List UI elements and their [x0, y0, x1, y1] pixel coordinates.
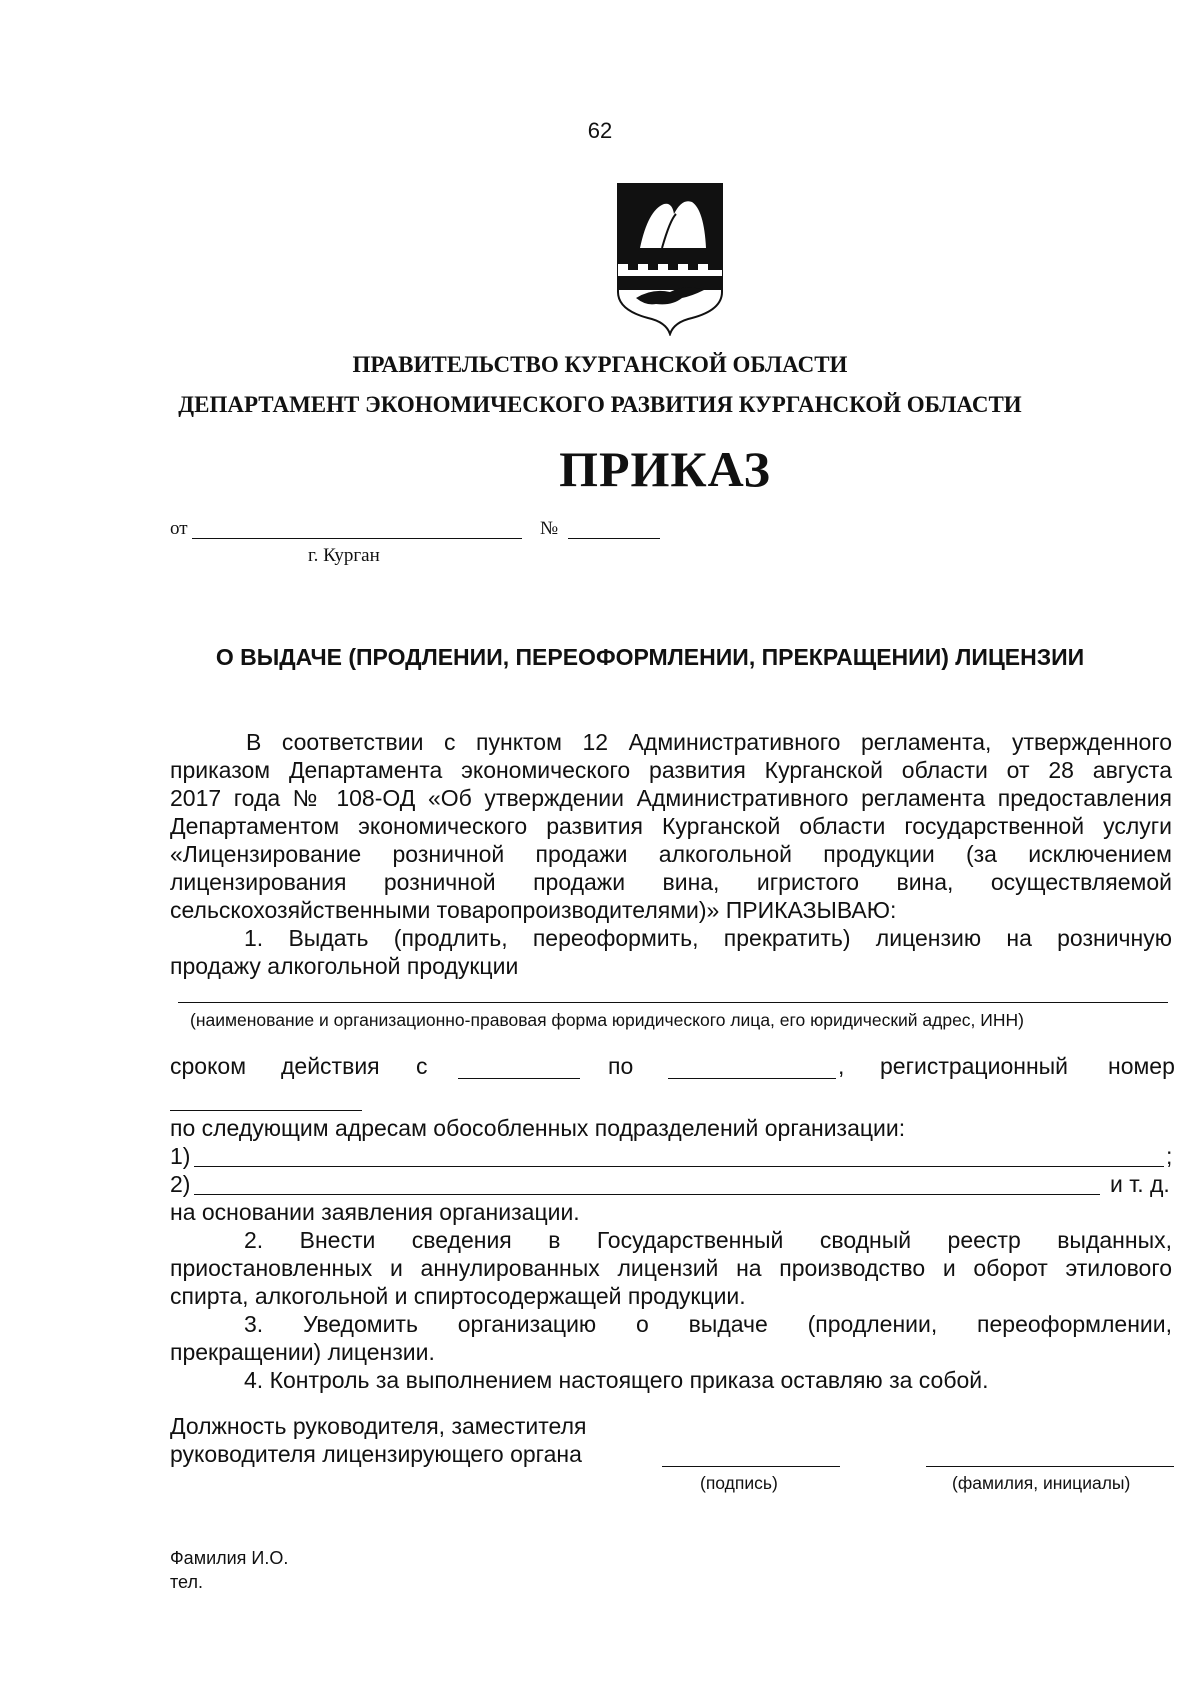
term-start-field[interactable]: [458, 1078, 580, 1079]
document-title: О ВЫДАЧЕ (ПРОДЛЕНИИ, ПЕРЕОФОРМЛЕНИИ, ПРЕКРАЩЕНИИ) ЛИЦЕНЗИИ: [215, 644, 1085, 670]
address-1-field[interactable]: [194, 1166, 1164, 1167]
coat-of-arms-icon: [612, 180, 728, 336]
organization-caption: (наименование и организационно-правовая форма юридического лица, его юридический адрес, ИНН): [190, 1010, 1024, 1030]
executor-phone: тел.: [170, 1572, 203, 1592]
address-2-field[interactable]: [194, 1194, 1100, 1195]
preamble-line: приказом Департамента экономического развития Курганской области от 28 августа: [170, 757, 1172, 783]
name-caption: (фамилия, инициалы): [952, 1473, 1131, 1493]
signature-caption: (подпись): [700, 1473, 778, 1493]
preamble-line: Департаментом экономического развития Курганской области государственной услуги: [170, 813, 1172, 839]
signature-field[interactable]: [662, 1466, 840, 1467]
term-end-field[interactable]: [668, 1078, 836, 1079]
name-field[interactable]: [926, 1466, 1174, 1467]
page-number: 62: [587, 118, 613, 143]
preamble-line: «Лицензирование розничной продажи алкогольной продукции (за исключением: [170, 841, 1172, 867]
term-word: по: [608, 1053, 634, 1079]
item-3-line: прекращении) лицензии.: [170, 1339, 435, 1365]
number-label: №: [540, 518, 559, 539]
city-label: г. Курган: [308, 545, 380, 566]
executor-name: Фамилия И.О.: [170, 1548, 289, 1568]
address-1-end: ;: [1166, 1143, 1173, 1169]
government-heading: ПРАВИТЕЛЬСТВО КУРГАНСКОЙ ОБЛАСТИ: [352, 352, 848, 377]
document-type-heading: ПРИКАЗ: [559, 441, 771, 497]
address-1-label: 1): [170, 1143, 191, 1169]
item-2-line: приостановленных и аннулированных лицензий на производство и оборот этилового: [170, 1255, 1172, 1281]
term-word: сроком: [170, 1053, 247, 1079]
number-field[interactable]: [568, 538, 660, 539]
preamble-line: 2017 года № 108-ОД «Об утверждении Административного регламента предоставления: [170, 785, 1172, 811]
addresses-label: по следующим адресам обособленных подразделений организации:: [170, 1115, 906, 1141]
date-field[interactable]: [192, 538, 522, 539]
basis-line: на основании заявления организации.: [170, 1199, 580, 1225]
item-3-line: 3. Уведомить организацию о выдаче (продлении, переоформлении,: [244, 1311, 1172, 1337]
department-heading: ДЕПАРТАМЕНТ ЭКОНОМИЧЕСКОГО РАЗВИТИЯ КУРГАНСКОЙ ОБЛАСТИ: [178, 392, 1022, 417]
term-word: с: [416, 1053, 428, 1079]
signatory-position: Должность руководителя, заместителя: [170, 1413, 587, 1439]
term-word: ,: [838, 1053, 845, 1079]
term-word: регистрационный: [880, 1053, 1069, 1079]
item-2-line: спирта, алкогольной и спиртосодержащей продукции.: [170, 1283, 746, 1309]
organization-field[interactable]: [178, 1002, 1168, 1003]
term-word: действия: [281, 1053, 380, 1079]
signatory-position: руководителя лицензирующего органа: [170, 1441, 582, 1467]
date-label: от: [170, 518, 188, 539]
items-block: [170, 1198, 1172, 1394]
item-2-line: 2. Внести сведения в Государственный сводный реестр выданных,: [244, 1227, 1172, 1253]
item-1-line: 1. Выдать (продлить, переоформить, прекратить) лицензию на розничную: [244, 925, 1172, 951]
registration-number-field[interactable]: [170, 1110, 362, 1111]
address-2-label: 2): [170, 1171, 191, 1197]
preamble-line: лицензирования розничной продажи вина, игристого вина, осуществляемой: [170, 869, 1172, 895]
preamble-line: сельскохозяйственными товаропроизводителями)» ПРИКАЗЫВАЮ:: [170, 897, 897, 923]
address-2-end: и т. д.: [1110, 1171, 1170, 1197]
term-word: номер: [1108, 1053, 1175, 1079]
preamble: [170, 728, 1172, 980]
item-1-line: продажу алкогольной продукции: [170, 953, 519, 979]
item-4-line: 4. Контроль за выполнением настоящего приказа оставляю за собой.: [244, 1367, 989, 1393]
preamble-line: В соответствии с пунктом 12 Административного регламента, утвержденного: [246, 729, 1172, 755]
